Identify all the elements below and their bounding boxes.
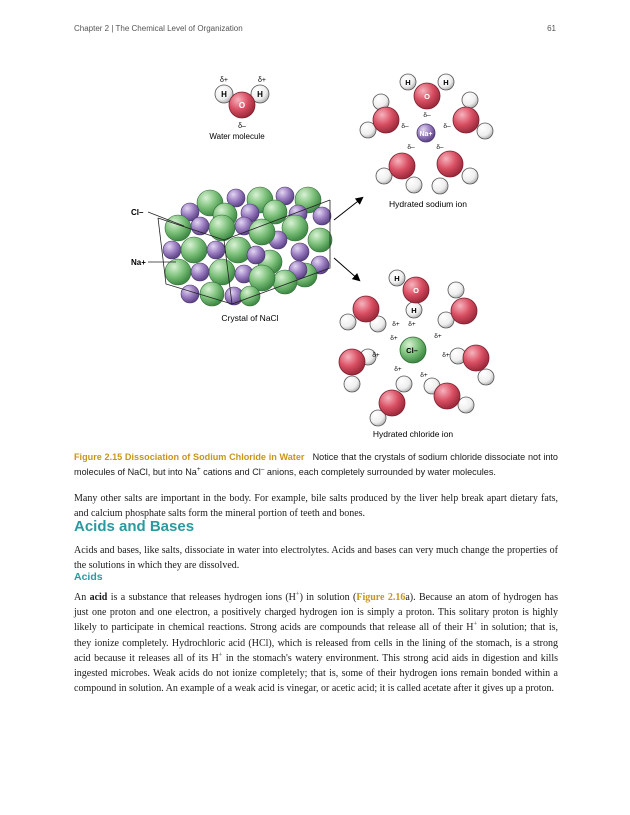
- atom-label: H: [257, 90, 263, 99]
- svg-text:δ+: δ+: [408, 321, 416, 328]
- svg-text:H: H: [405, 78, 411, 87]
- caption-text: Notice that the crystals of sodium chloride dissociate not into molecules of NaCl, but into Na: [74, 452, 558, 477]
- water-molecule-label: Water molecule: [209, 132, 265, 141]
- hydrated-sodium-ion: [360, 74, 493, 209]
- svg-text:δ+: δ+: [434, 333, 442, 340]
- svg-text:H: H: [411, 306, 417, 315]
- atom-label: H: [221, 90, 227, 99]
- partial-charge-label: δ–: [238, 123, 246, 130]
- svg-text:δ+: δ+: [390, 335, 398, 342]
- svg-text:H: H: [394, 274, 400, 283]
- paragraph-acids: An acid is a substance that releases hydrogen ions (H+) in solution (Figure 2.16a). Because an atom of hydrogen has just one proton and one electron, a positively charged hydrogen ion is simply a proton. This solitary proton is highly likely to participate in chemical reactions. Strong acids are compounds that release all of their H+ in solution; that is, they ionize completely. Hydrochloric acid (HCl), which is released from cells in the lining of the stomach, is a strong acid because it releases all of its H+ in the stomach's watery environment. This strong acid aids in digestion and kills ingested microbes. Weak acids do not ionize completely; that is, some of their hydrogen ions remain bonded within a compound in solution. An example of a weak acid is vinegar, or acetic acid; it is called acetate after it gives up a proton.: [74, 590, 559, 695]
- water-molecule: [209, 77, 269, 141]
- page-number: 61: [547, 24, 556, 33]
- partial-charge-label: δ+: [220, 77, 228, 84]
- figure-caption-title: Figure 2.15 Dissociation of Sodium Chloride in Water: [74, 452, 305, 462]
- nacl-crystal: [131, 187, 332, 323]
- sodium-ion-label: Na+: [419, 131, 433, 138]
- crystal-label: Crystal of NaCl: [221, 313, 279, 323]
- atom-label: O: [238, 101, 246, 110]
- hydrated-chloride-label: Hydrated chloride ion: [372, 429, 454, 439]
- svg-text:δ+: δ+: [372, 352, 380, 359]
- term-acid: acid: [89, 592, 108, 603]
- heading-acids-and-bases: Acids and Bases: [74, 518, 195, 535]
- svg-text:δ+: δ+: [420, 372, 428, 379]
- hydrated-sodium-label: Hydrated sodium ion: [389, 199, 467, 209]
- arrow-to-chloride: [334, 258, 359, 280]
- heading-acids: Acids: [74, 571, 103, 583]
- figure-caption: Figure 2.15 Dissociation of Sodium Chloride in Water Notice that the crystals of sodium chloride dissociate not into molecules of NaCl, but into Na+ cations and Cl– anions, each completely surrounded by water molecules.: [74, 452, 558, 477]
- figure-2-16-link[interactable]: Figure 2.16: [356, 592, 406, 603]
- svg-text:δ–: δ–: [401, 123, 409, 130]
- chloride-label: Cl–: [131, 208, 144, 217]
- crystal-front-face: [163, 215, 275, 306]
- paragraph-salts: Many other salts are important in the body. For example, bile salts produced by the liver help break apart dietary fats, and calcium phosphate salts form the mineral portion of teeth and bones.: [74, 493, 558, 520]
- svg-text:H: H: [443, 78, 449, 87]
- svg-text:δ+: δ+: [394, 366, 402, 373]
- sodium-label: Na+: [131, 258, 146, 267]
- svg-text:O: O: [413, 286, 419, 295]
- svg-text:δ+: δ+: [392, 321, 400, 328]
- svg-text:δ–: δ–: [436, 144, 444, 151]
- chloride-ion-label: Cl–: [406, 346, 418, 355]
- arrow-to-sodium: [334, 198, 362, 220]
- svg-text:δ–: δ–: [443, 123, 451, 130]
- partial-charge-label: δ+: [258, 77, 266, 84]
- svg-text:δ+: δ+: [442, 352, 450, 359]
- svg-text:O: O: [424, 92, 430, 101]
- svg-text:δ–: δ–: [407, 144, 415, 151]
- svg-text:δ–: δ–: [423, 112, 431, 119]
- chapter-title: Chapter 2 | The Chemical Level of Organization: [74, 24, 243, 33]
- hydrated-chloride-ion: [339, 270, 494, 439]
- paragraph-acids-and-bases: Acids and bases, like salts, dissociate in water into electrolytes. Acids and bases can very much change the properties of the solutions in which they are dissolved.: [74, 545, 558, 572]
